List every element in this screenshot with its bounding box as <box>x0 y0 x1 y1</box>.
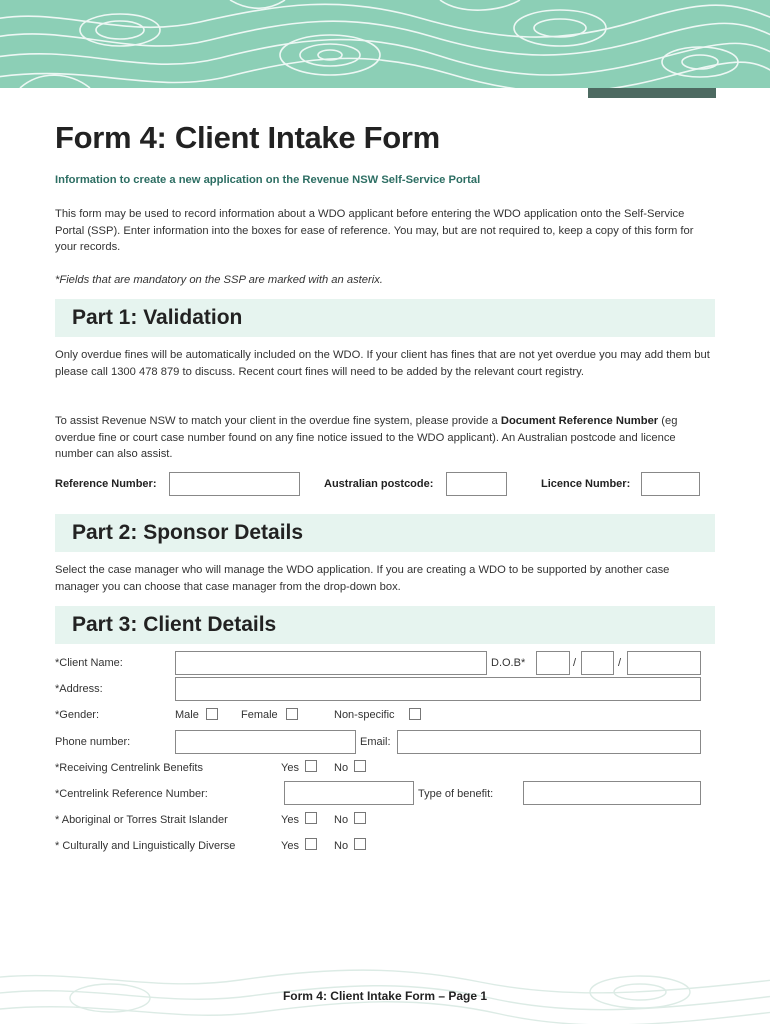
page-footer: Form 4: Client Intake Form – Page 1 <box>282 989 488 1003</box>
gender-female-checkbox[interactable] <box>286 708 298 720</box>
dob-separator: / <box>573 657 577 669</box>
part1-paragraph: Only overdue fines will be automatically included on the WDO. If your client has fines that are not yet overdue you may add them but please call 1300 478 879 to discuss. Recent court fines will need to be added by the relevant court registry. <box>55 349 710 378</box>
section-heading: Part 1: Validation <box>72 306 243 329</box>
section-part2 <box>55 514 715 552</box>
header-accent-bar <box>588 88 716 98</box>
section-heading: Part 2: Sponsor Details <box>72 521 304 544</box>
cald-no-label: No <box>334 840 349 852</box>
cald-no-checkbox[interactable] <box>354 838 366 850</box>
phone-input[interactable] <box>175 730 356 754</box>
dob-day-input[interactable] <box>536 651 570 675</box>
centrelink-benefits-label: *Receiving Centrelink Benefits <box>55 762 203 774</box>
dob-year-input[interactable] <box>627 651 701 675</box>
gender-nonspecific-checkbox[interactable] <box>409 708 421 720</box>
licence-number-input[interactable] <box>641 472 700 496</box>
centrelink-reference-input[interactable] <box>284 781 414 805</box>
reference-number-input[interactable] <box>169 472 300 496</box>
gender-label: *Gender: <box>55 709 100 721</box>
centrelink-reference-label: *Centrelink Reference Number: <box>55 788 208 800</box>
aboriginal-no-label: No <box>334 814 349 826</box>
reference-number-label: Reference Number: <box>55 478 157 490</box>
postcode-input[interactable] <box>446 472 507 496</box>
cald-yes-label: Yes <box>281 840 299 852</box>
aboriginal-label: * Aboriginal or Torres Strait Islander <box>55 814 228 826</box>
cald-label: * Culturally and Linguistically Diverse <box>55 840 236 852</box>
header-banner <box>0 0 770 88</box>
centrelink-yes-checkbox[interactable] <box>305 760 317 772</box>
page-title: Form 4: Client Intake Form <box>55 120 440 155</box>
dob-label: D.O.B* <box>491 657 526 669</box>
aboriginal-yes-label: Yes <box>281 814 299 826</box>
licence-number-label: Licence Number: <box>541 478 631 490</box>
section-heading: Part 3: Client Details <box>72 613 277 636</box>
aboriginal-yes-checkbox[interactable] <box>305 812 317 824</box>
postcode-label: Australian postcode: <box>324 478 434 490</box>
centrelink-no-label: No <box>334 762 349 774</box>
gender-nonspecific-label: Non-specific <box>334 709 395 721</box>
benefit-type-label: Type of benefit: <box>418 788 494 800</box>
address-label: *Address: <box>55 683 103 695</box>
document-reference-bold: Document Reference Number <box>500 415 659 427</box>
intro-paragraph: This form may be used to record information about a WDO applicant before entering the WDO application onto the Self-Service Portal (SSP). Enter information into the boxes for ease of reference. You may, but are not required to, keep a copy of this form for your records. <box>55 208 694 253</box>
dob-separator: / <box>618 657 622 669</box>
mandatory-note: *Fields that are mandatory on the SSP are marked with an asterix. <box>55 274 383 286</box>
centrelink-no-checkbox[interactable] <box>354 760 366 772</box>
benefit-type-input[interactable] <box>523 781 701 805</box>
email-label: Email: <box>360 736 391 748</box>
aboriginal-no-checkbox[interactable] <box>354 812 366 824</box>
client-name-label: *Client Name: <box>55 657 123 669</box>
phone-label: Phone number: <box>55 736 131 748</box>
part2-paragraph: Select the case manager who will manage the WDO application. If you are creating a WDO to be supported by another case manager you can choose that case manager from the drop-down box. <box>55 564 670 593</box>
client-name-input[interactable] <box>175 651 487 675</box>
gender-female-label: Female <box>241 709 278 721</box>
topographic-pattern <box>0 0 770 88</box>
gender-male-checkbox[interactable] <box>206 708 218 720</box>
section-part3 <box>55 606 715 644</box>
dob-month-input[interactable] <box>581 651 614 675</box>
centrelink-yes-label: Yes <box>281 762 299 774</box>
section-part1 <box>55 299 715 337</box>
address-input[interactable] <box>175 677 701 701</box>
email-input[interactable] <box>397 730 701 754</box>
gender-male-label: Male <box>175 709 199 721</box>
part1-document-reference-paragraph: To assist Revenue NSW to match your client in the overdue fine system, please provide a Document Reference Number (eg overdue fine or court case number found on any fine notice issued to the WDO applicant). An Australian postcode and licence number can also assist. <box>55 415 678 460</box>
cald-yes-checkbox[interactable] <box>305 838 317 850</box>
page-subtitle: Information to create a new application on the Revenue NSW Self-Service Portal <box>55 174 481 186</box>
